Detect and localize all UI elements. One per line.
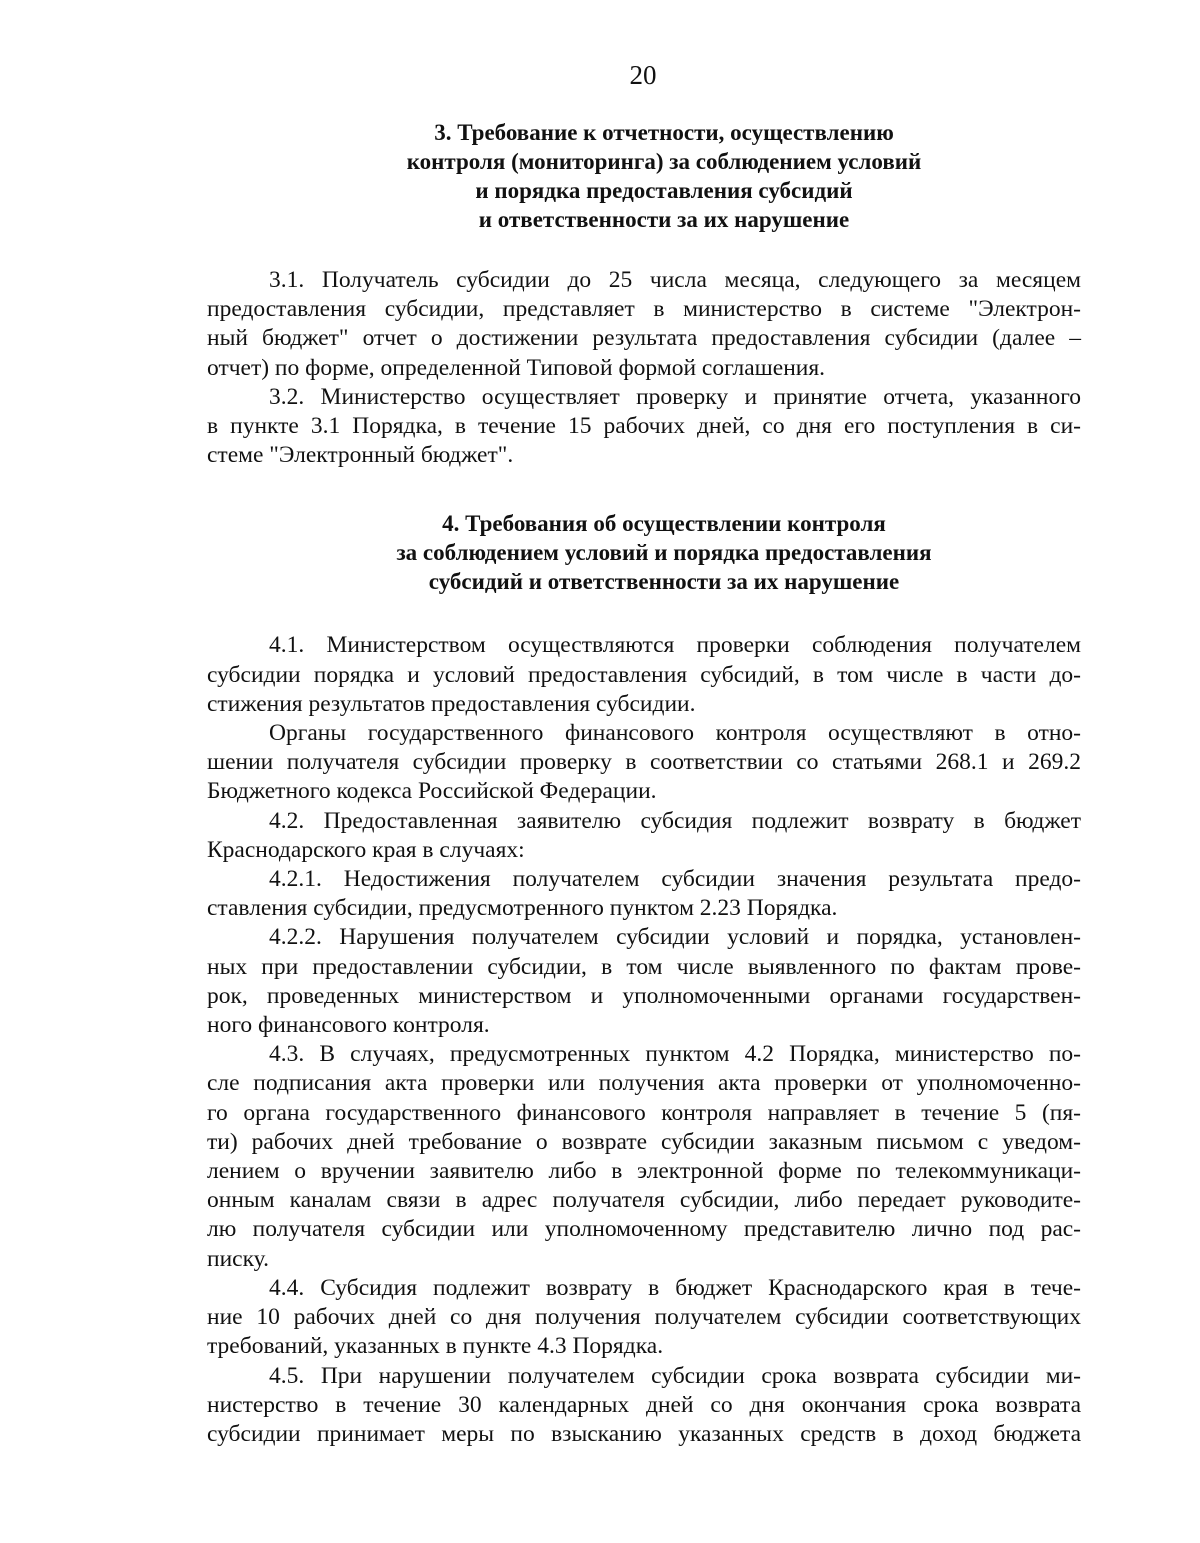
text-line: ти) рабочих дней требование о возврате субсидии заказным письмом с уведом- [207,1128,1081,1155]
paragraph-4-2-1 [207,865,1081,923]
page-number: 20 [629,60,657,90]
text-line: 4.5. При нарушении получателем субсидии срока возврата субсидии ми- [269,1362,1081,1389]
paragraph-3-1 [207,266,1081,383]
text-line: ние 10 рабочих дней со дня получения получателем субсидии соответствующих [207,1304,1081,1331]
text-line: субсидии принимает меры по взысканию указанных средств в доход бюджета [207,1420,1081,1447]
text-line: 3.2. Министерство осуществляет проверку и принятие отчета, указанного [269,383,1081,410]
heading-line: и порядка предоставления субсидий [475,178,853,203]
text-line: сле подписания акта проверки или получения акта проверки от уполномоченно- [207,1070,1081,1097]
heading-line: за соблюдением условий и порядка предоставления [396,540,932,566]
text-line: 4.3. В случаях, предусмотренных пунктом 4.2 Порядка, министерство по- [269,1041,1081,1068]
text-line: нистерство в течение 30 календарных дней со дня окончания срока возврата [207,1391,1081,1418]
text-line: 3.1. Получатель субсидии до 25 числа месяца, следующего за месяцем [269,267,1081,293]
text-line: писку. [207,1245,269,1272]
paragraph-4-3 [207,1040,1081,1274]
text-line: 4.2.1. Недостижения получателем субсидии значения результата предо- [269,866,1081,893]
text-line: ных при предоставлении субсидии, в том числе выявленного по фактам прове- [207,953,1081,980]
text-line: стижения результатов предоставления субсидии. [207,690,696,717]
paragraph-4-4 [207,1274,1081,1362]
heading-line: субсидий и ответственности за их нарушение [428,569,900,595]
text-line: предоставления субсидии, представляет в министерство в системе "Электрон- [207,296,1081,323]
text-line: Краснодарского края в случаях: [207,836,525,863]
heading-line: контроля (мониторинга) за соблюдением условий [406,149,922,174]
paragraph-4-2-2 [207,923,1081,1040]
text-line: Органы государственного финансового контроля осуществляют в отно- [269,720,1081,747]
text-line: стеме "Электронный бюджет". [207,442,514,469]
text-line: 4.4. Субсидия подлежит возврату в бюджет Краснодарского края в тече- [269,1274,1081,1301]
paragraph-4-1 [207,631,1081,719]
section-3 [207,118,1081,470]
section-3-heading [207,118,1081,234]
text-line: шении получателя субсидии проверку в соответствии со статьями 268.1 и 269.2 [207,749,1081,776]
heading-line: и ответственности за их нарушение [478,207,850,232]
paragraph-3-2 [207,383,1081,471]
text-line: отчет) по форме, определенной Типовой формой соглашения. [207,354,826,381]
paragraph-4-1-b [207,719,1081,807]
text-line: в пункте 3.1 Порядка, в течение 15 рабочих дней, со дня его поступления в си- [207,413,1081,440]
text-line: онным каналам связи в адрес получателя субсидии, либо передает руководите- [207,1187,1081,1214]
heading-line: 3. Требование к отчетности, осуществлению [434,120,894,145]
section-4-heading [207,509,1081,596]
text-line: ный бюджет" отчет о достижении результата предоставления субсидии (далее – [207,325,1081,352]
text-line: 4.1. Министерством осуществляются проверки соблюдения получателем [269,632,1081,659]
text-line: рок, проведенных министерством и уполномоченными органами государствен- [207,982,1081,1009]
heading-line: 4. Требования об осуществлении контроля [442,511,886,537]
text-line: 4.2. Предоставленная заявителю субсидия подлежит возврату в бюджет [269,807,1081,834]
text-line: требований, указанных в пункте 4.3 Порядка. [207,1333,664,1360]
text-line: лю получателя субсидии или уполномоченному представителю лично под рас- [207,1216,1081,1243]
text-line: го органа государственного финансового контроля направляет в течение 5 (пя- [207,1099,1081,1126]
document-body [207,118,1081,1449]
text-line: субсидии порядка и условий предоставления субсидий, в том числе в части до- [207,661,1081,688]
paragraph-4-2 [207,807,1081,865]
text-line: 4.2.2. Нарушения получателем субсидии условий и порядка, установлен- [269,924,1081,951]
paragraph-4-5 [207,1362,1081,1450]
text-line: ставления субсидии, предусмотренного пунктом 2.23 Порядка. [207,895,838,922]
text-line: ного финансового контроля. [207,1012,490,1039]
text-line: Бюджетного кодекса Российской Федерации. [207,778,657,805]
text-line: лением о вручении заявителю либо в электронной форме по телекоммуникаци- [207,1158,1081,1185]
section-4 [207,509,1081,1449]
